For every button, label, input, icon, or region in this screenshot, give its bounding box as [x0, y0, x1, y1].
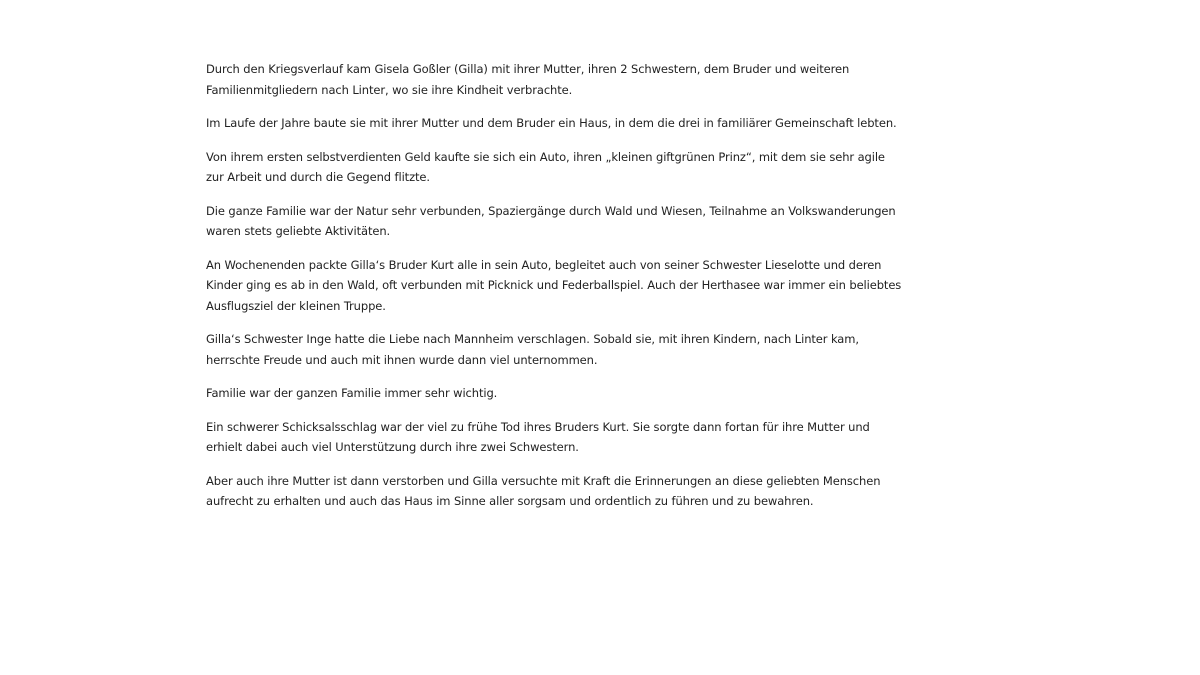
- paragraph-9: Aber auch ihre Mutter ist dann verstorben und Gilla versuchte mit Kraft die Erinnerungen an diese geliebten Menschen aufrecht zu erhalten und auch das Haus im Sinne aller sorgsam und ordentlich zu führen und zu bewahren.: [206, 473, 881, 508]
- document-body: [206, 59, 906, 525]
- paragraph-7: Familie war der ganzen Familie immer sehr wichtig.: [206, 386, 498, 400]
- paragraph-3: Von ihrem ersten selbstverdienten Geld kaufte sie sich ein Auto, ihren „kleinen giftgrünen Prinz“, mit dem sie sehr agile zur Arbeit und durch die Gegend flitzte.: [206, 149, 885, 184]
- paragraph-2: Im Laufe der Jahre baute sie mit ihrer Mutter und dem Bruder ein Haus, in dem die drei in familiärer Gemeinschaft lebten.: [206, 116, 897, 130]
- paragraph-1: Durch den Kriegsverlauf kam Gisela Goßler (Gilla) mit ihrer Mutter, ihren 2 Schwestern, dem Bruder und weiteren Familienmitgliedern nach Linter, wo sie ihre Kindheit verbrachte.: [206, 62, 850, 97]
- paragraph-8: Ein schwerer Schicksalsschlag war der viel zu frühe Tod ihres Bruders Kurt. Sie sorgte dann fortan für ihre Mutter und erhielt dabei auch viel Unterstützung durch ihre zwei Schwestern.: [206, 419, 870, 454]
- paragraph-5: An Wochenenden packte Gilla‘s Bruder Kurt alle in sein Auto, begleitet auch von seiner Schwester Lieselotte und deren Kinder ging es ab in den Wald, oft verbunden mit Picknick und Federballspiel. Auch der Herthasee war immer ein beliebtes Ausflugsziel der kleinen Truppe.: [206, 257, 902, 313]
- paragraph-6: Gilla‘s Schwester Inge hatte die Liebe nach Mannheim verschlagen. Sobald sie, mit ihren Kindern, nach Linter kam, herrschte Freude und auch mit ihnen wurde dann viel unternommen.: [206, 332, 859, 367]
- paragraph-4: Die ganze Familie war der Natur sehr verbunden, Spaziergänge durch Wald und Wiesen, Teilnahme an Volkswanderungen waren stets geliebte Aktivitäten.: [206, 203, 896, 238]
